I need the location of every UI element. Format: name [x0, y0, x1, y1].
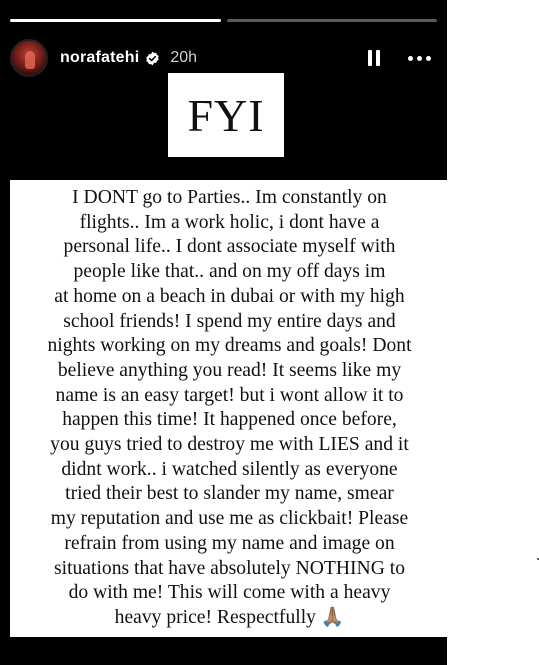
statement-line: happen this time! It happened once before,	[62, 409, 397, 431]
post-time: 20h	[170, 49, 198, 66]
progress-fill-1	[10, 19, 221, 22]
statement-line: didnt work.. i watched silently as everyone	[61, 458, 398, 480]
avatar[interactable]	[10, 39, 48, 77]
statement-line: believe anything you read! It seems like my	[57, 359, 402, 381]
statement-line: my reputation and use me as clickbait! Please	[50, 508, 409, 530]
statement-text	[16, 186, 443, 631]
praying-hands-icon: 🙏🏽	[315, 606, 345, 628]
progress-segment-2	[227, 19, 438, 22]
statement-note	[10, 180, 447, 637]
statement-line: people like that.. and on my off days im	[73, 261, 386, 283]
story-header	[10, 38, 437, 78]
statement-line: school friends! I spend my entire days and	[63, 310, 396, 332]
statement-line: you guys tried to destroy me with LIES and it	[50, 434, 409, 456]
statement-line: do with me! This will come with a heavy	[68, 582, 391, 604]
statement-line: I DONT go to Parties.. Im constantly on	[72, 187, 387, 208]
story-progress-bar	[10, 19, 437, 22]
statement-line: situations that have absolutely NOTHING to	[54, 557, 405, 579]
statement-line: at home on a beach in dubai or with my high	[54, 285, 405, 307]
statement-line: heavy price! Respectfully	[114, 606, 316, 628]
fyi-text: FYI	[187, 89, 265, 141]
progress-segment-1	[10, 19, 221, 22]
username[interactable]: norafatehi	[60, 49, 140, 66]
verified-badge-icon	[145, 51, 160, 66]
fyi-sticker	[168, 73, 284, 157]
pause-icon[interactable]	[368, 50, 380, 66]
statement-line: personal life.. I dont associate myself with	[63, 236, 396, 258]
more-options-icon[interactable]	[408, 56, 431, 61]
statement-line: nights working on my dreams and goals! Dont	[47, 335, 412, 357]
statement-line: tried their best to slander my name, smear	[65, 483, 394, 505]
statement-line: refrain from using my name and image on	[64, 532, 395, 554]
statement-line: flights.. Im a work holic, i dont have a	[79, 211, 380, 233]
statement-line: name is an easy target! but i wont allow it to	[55, 384, 404, 406]
